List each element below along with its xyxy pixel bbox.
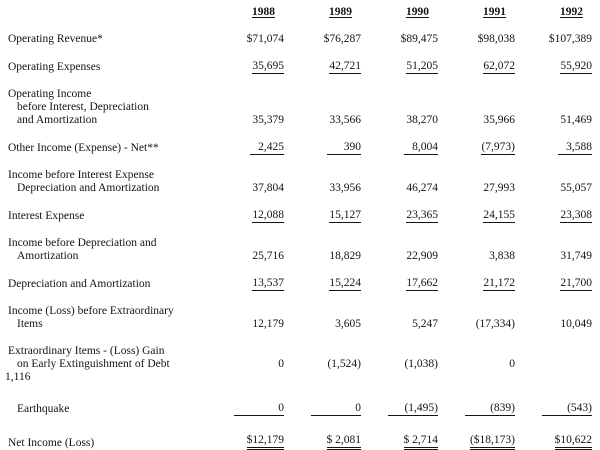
table-cell — [213, 434, 290, 450]
table-cell — [213, 182, 290, 195]
row-label-line: Depreciation and Amortization — [17, 182, 160, 194]
cell-value: 37,804 — [252, 182, 284, 194]
table-cell — [213, 33, 290, 46]
table-cell — [444, 250, 521, 263]
table-cell — [521, 277, 598, 291]
table-cell — [290, 434, 367, 450]
row-values — [213, 277, 598, 291]
cell-value: 0 — [509, 358, 515, 370]
table-cell — [367, 358, 444, 371]
year-label: 1992 — [560, 6, 583, 18]
table-row — [8, 33, 600, 46]
table-cell — [367, 209, 444, 223]
row-values — [213, 33, 598, 46]
table-cell — [213, 209, 290, 223]
row-label-line: Operating Revenue* — [8, 33, 103, 45]
table-cell — [444, 141, 521, 155]
table-cell — [213, 60, 290, 74]
row-label — [8, 88, 213, 127]
row-label-line: Income before Interest Expense — [8, 169, 154, 181]
table-cell — [521, 358, 598, 371]
row-label-line: Depreciation and Amortization — [8, 278, 151, 290]
table-cell — [290, 182, 367, 195]
table-cell — [213, 358, 290, 371]
row-values — [213, 358, 598, 371]
cell-value: 62,072 — [483, 60, 515, 72]
cell-value: 0 — [234, 402, 284, 416]
cell-value: 24,155 — [483, 209, 515, 221]
cell-value: 3,605 — [335, 318, 361, 330]
cell-value: 31,749 — [560, 250, 592, 262]
row-label-line: Other Income (Expense) - Net** — [8, 142, 159, 154]
cell-value: 38,270 — [406, 114, 438, 126]
table-row — [8, 88, 600, 127]
cell-value: $98,038 — [477, 33, 515, 45]
cell-value: 33,956 — [329, 182, 361, 194]
year-label: 1991 — [483, 6, 506, 18]
table-cell — [444, 33, 521, 46]
cell-value: 46,274 — [406, 182, 438, 194]
year-label: 1989 — [329, 6, 352, 18]
table-cell — [290, 33, 367, 46]
table-cell — [367, 114, 444, 127]
cell-value: 17,662 — [406, 277, 438, 289]
cell-value: 390 — [327, 141, 361, 155]
row-values — [213, 60, 598, 74]
cell-value: $107,389 — [548, 33, 592, 45]
table-cell — [521, 114, 598, 127]
cell-value: (1,495) — [388, 402, 438, 416]
year-header-1988 — [213, 6, 290, 19]
cell-value: 13,537 — [252, 277, 284, 289]
table-cell — [213, 318, 290, 331]
table-cell — [521, 60, 598, 74]
year-header-1991 — [444, 6, 521, 19]
cell-value: 12,088 — [252, 209, 284, 221]
table-cell — [213, 277, 290, 291]
cell-value: 55,920 — [560, 60, 592, 72]
row-label-line: on Early Extinguishment of Debt — [17, 358, 170, 370]
table-cell — [290, 209, 367, 223]
row-label — [8, 437, 213, 450]
row-values — [213, 434, 598, 450]
cell-value: $10,622 — [555, 434, 592, 450]
cell-value: 8,004 — [404, 141, 438, 155]
table-cell — [444, 402, 521, 416]
table-cell — [213, 402, 290, 416]
cell-value: (839) — [465, 402, 515, 416]
cell-value: (17,334) — [475, 318, 515, 330]
table-cell — [521, 318, 598, 331]
cell-value: 27,993 — [483, 182, 515, 194]
cell-value: 5,247 — [412, 318, 438, 330]
year-header-row — [8, 6, 600, 19]
table-cell — [290, 250, 367, 263]
cell-value: 33,566 — [329, 114, 361, 126]
table-row — [8, 169, 600, 195]
table-cell — [290, 402, 367, 416]
cell-value: $76,287 — [323, 33, 361, 45]
cell-value: 55,057 — [560, 182, 592, 194]
table-row — [8, 237, 600, 263]
table-row — [8, 402, 600, 416]
table-cell — [521, 250, 598, 263]
cell-value: 21,700 — [560, 277, 592, 289]
table-cell — [213, 114, 290, 127]
row-label-line: Income before Depreciation and — [8, 237, 157, 249]
table-row — [5, 345, 600, 384]
table-cell — [367, 141, 444, 155]
cell-value: 0 — [311, 402, 361, 416]
row-label-line: 1,116 — [5, 371, 31, 383]
table-cell — [444, 114, 521, 127]
table-cell — [521, 434, 598, 450]
row-label — [5, 345, 213, 384]
cell-value: $ 2,081 — [327, 434, 362, 450]
cell-value: $71,074 — [246, 33, 284, 45]
row-label-line: Items — [17, 318, 43, 330]
table-row — [8, 277, 600, 291]
row-label — [8, 61, 213, 74]
row-values — [213, 250, 598, 263]
year-header-1992 — [521, 6, 598, 19]
cell-value: 35,695 — [252, 60, 284, 72]
row-label-line: Operating Income — [8, 88, 92, 100]
table-rows — [5, 33, 600, 450]
table-cell — [290, 141, 367, 155]
table-cell — [367, 33, 444, 46]
table-cell — [521, 33, 598, 46]
table-cell — [521, 209, 598, 223]
row-label-line: Interest Expense — [8, 210, 85, 222]
year-header-1989 — [290, 6, 367, 19]
table-cell — [521, 141, 598, 155]
row-label-line: Amortization — [17, 250, 79, 262]
cell-value: 25,716 — [252, 250, 284, 262]
cell-value: 23,308 — [560, 209, 592, 221]
row-values — [213, 182, 598, 195]
year-header-1990 — [367, 6, 444, 19]
table-cell — [367, 182, 444, 195]
row-label — [8, 33, 213, 46]
table-cell — [521, 182, 598, 195]
header-spacer — [8, 6, 213, 19]
table-cell — [367, 60, 444, 74]
row-label-line: before Interest, Depreciation — [17, 101, 149, 113]
table-row — [8, 434, 600, 450]
row-label — [8, 305, 213, 331]
cell-value: 10,049 — [560, 318, 592, 330]
table-cell — [367, 277, 444, 291]
row-label — [8, 278, 213, 291]
cell-value: 3,838 — [489, 250, 515, 262]
table-row — [8, 141, 600, 155]
row-values — [213, 209, 598, 223]
year-label: 1988 — [252, 6, 275, 18]
cell-value: 2,425 — [250, 141, 284, 155]
cell-value: (1,524) — [327, 358, 361, 370]
cell-value: $89,475 — [400, 33, 438, 45]
cell-value: 42,721 — [329, 60, 361, 72]
row-label — [8, 403, 213, 416]
row-values — [213, 141, 598, 155]
table-cell — [213, 250, 290, 263]
row-label-line: Net Income (Loss) — [8, 437, 95, 449]
row-label-line: Operating Expenses — [8, 61, 101, 73]
row-values — [213, 318, 598, 331]
table-cell — [213, 141, 290, 155]
row-label — [8, 169, 213, 195]
cell-value: (1,038) — [404, 358, 438, 370]
table-row — [8, 305, 600, 331]
cell-value: ($18,173) — [470, 434, 515, 450]
cell-value: 18,829 — [329, 250, 361, 262]
table-row — [8, 60, 600, 74]
cell-value: $12,179 — [247, 434, 284, 450]
cell-value: 35,379 — [252, 114, 284, 126]
year-label: 1990 — [406, 6, 429, 18]
table-cell — [444, 182, 521, 195]
cell-value: $ 2,714 — [404, 434, 439, 450]
table-cell — [367, 318, 444, 331]
cell-value: 35,966 — [483, 114, 515, 126]
table-cell — [367, 434, 444, 450]
cell-value: 51,469 — [560, 114, 592, 126]
cell-value: 15,127 — [329, 209, 361, 221]
table-cell — [444, 434, 521, 450]
table-cell — [444, 277, 521, 291]
table-cell — [444, 209, 521, 223]
table-cell — [290, 277, 367, 291]
row-label-line: Extraordinary Items - (Loss) Gain — [8, 345, 165, 357]
table-cell — [290, 114, 367, 127]
table-cell — [290, 60, 367, 74]
table-cell — [521, 402, 598, 416]
cell-value: 22,909 — [406, 250, 438, 262]
table-cell — [367, 250, 444, 263]
row-label — [8, 237, 213, 263]
table-cell — [367, 402, 444, 416]
row-label-line: Income (Loss) before Extraordinary — [8, 305, 174, 317]
cell-value: 51,205 — [406, 60, 438, 72]
cell-value: (543) — [542, 402, 592, 416]
row-label-line: and Amortization — [17, 114, 98, 126]
cell-value: 3,588 — [558, 141, 592, 155]
cell-value: 12,179 — [252, 318, 284, 330]
table-cell — [290, 318, 367, 331]
cell-value: (7,973) — [481, 141, 515, 153]
cell-value: 23,365 — [406, 209, 438, 221]
table-cell — [444, 60, 521, 74]
row-values — [213, 402, 598, 416]
row-values — [213, 114, 598, 127]
cell-value: 15,224 — [329, 277, 361, 289]
row-label — [8, 210, 213, 223]
table-cell — [444, 318, 521, 331]
cell-value: 21,172 — [483, 277, 515, 289]
table-cell — [444, 358, 521, 371]
table-cell — [290, 358, 367, 371]
row-label-line: Earthquake — [17, 403, 70, 415]
cell-value: 0 — [278, 358, 284, 370]
table-row — [8, 209, 600, 223]
row-label — [8, 142, 213, 155]
